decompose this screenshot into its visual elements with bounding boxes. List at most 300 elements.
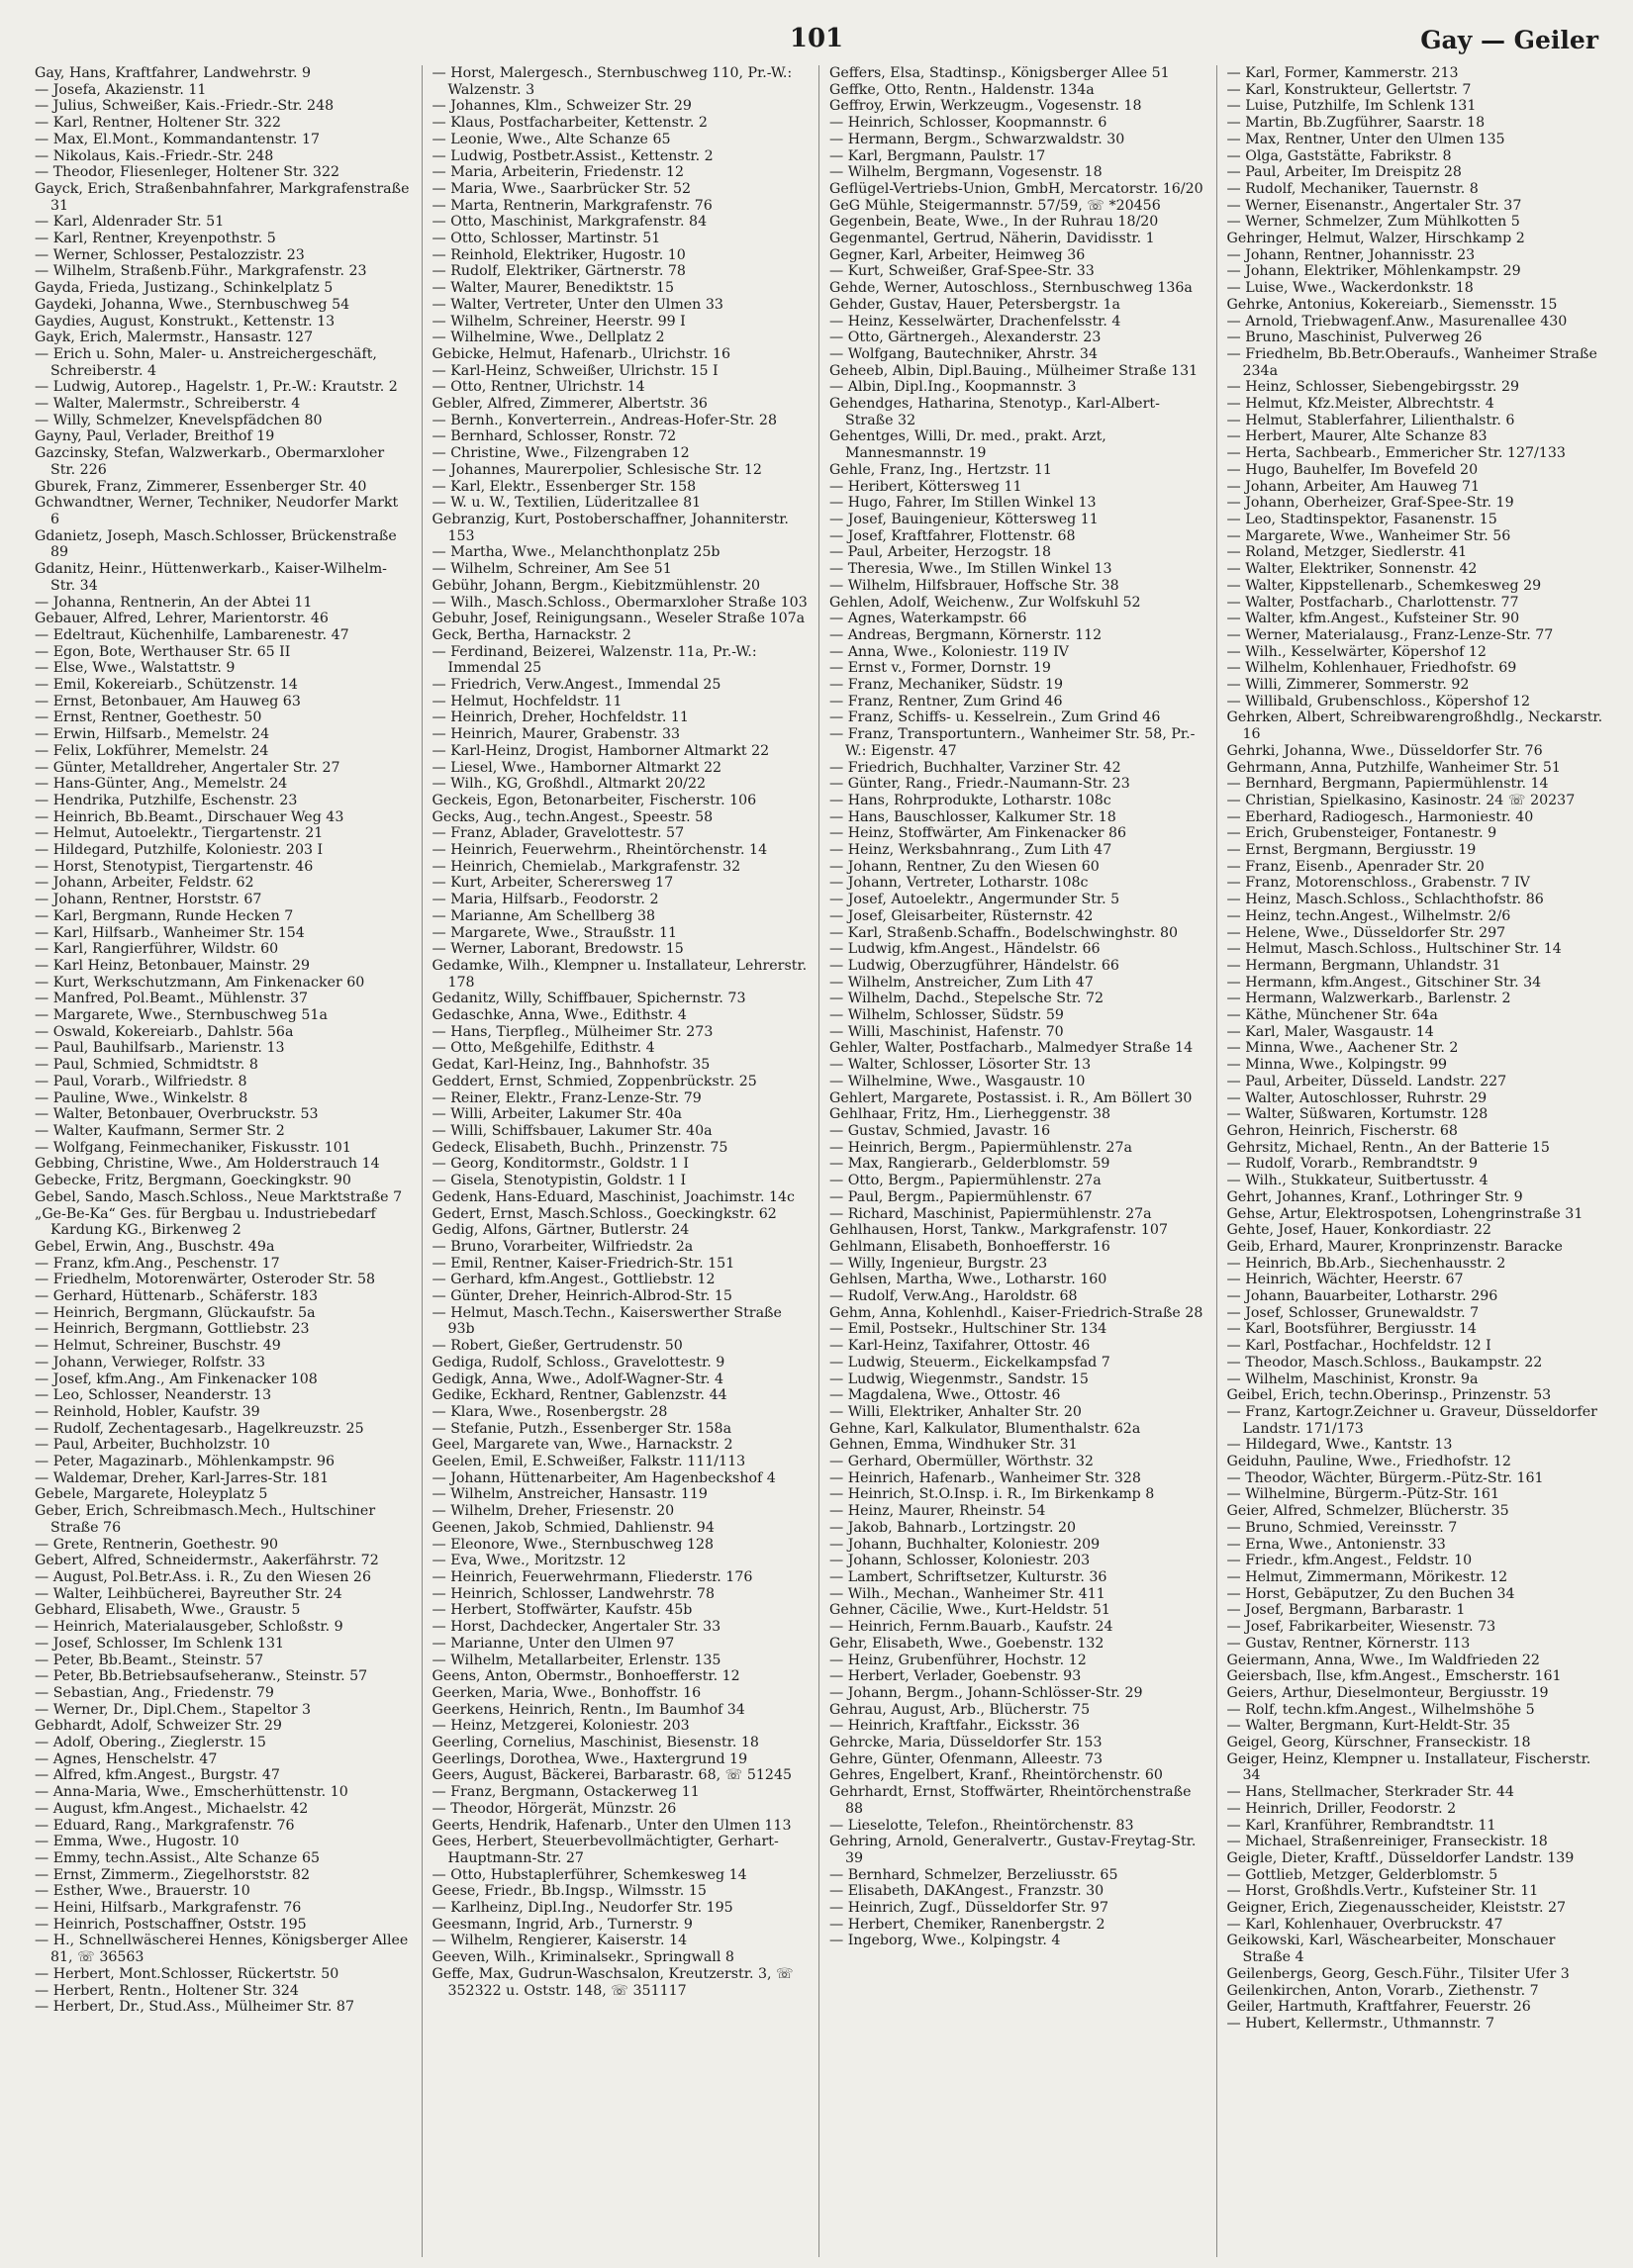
directory-entry: — Christian, Spielkasino, Kasinostr. 24 ☏ 20237: [1226, 792, 1576, 808]
directory-entry: Gehrcke, Maria, Düsseldorfer Str. 153: [829, 1735, 1103, 1751]
directory-entry: — Heinrich, Bergm., Papiermühlenstr. 27a: [829, 1139, 1132, 1156]
directory-entry: — Waldemar, Dreher, Karl-Jarres-Str. 181: [35, 1469, 330, 1486]
directory-entry: — Margarete, Wwe., Straußstr. 11: [432, 924, 678, 941]
directory-entry: Gebicke, Helmut, Hafenarb., Ulrichstr. 16: [432, 345, 731, 362]
directory-entry: Geier, Alfred, Schmelzer, Blücherstr. 35: [1226, 1503, 1509, 1520]
directory-entry: — Adolf, Obering., Zieglerstr. 15: [35, 1735, 266, 1751]
directory-entry: — Heinz, Metzgerei, Koloniestr. 203: [432, 1718, 690, 1735]
directory-entry: Geiler, Hartmuth, Kraftfahrer, Feuerstr. 26: [1226, 1999, 1531, 2016]
directory-entry: — Johann, Schlosser, Koloniestr. 203: [829, 1553, 1091, 1569]
directory-entry: Geigle, Dieter, Kraftf., Düsseldorfer Landstr. 139: [1226, 1849, 1575, 1866]
directory-entry: — Johann, Hüttenarbeiter, Am Hagenbeckshof 4: [432, 1469, 776, 1486]
directory-entry: — Erwin, Hilfsarb., Memelstr. 24: [35, 726, 270, 743]
directory-entry: — Hans, Rohrprodukte, Lotharstr. 108c: [829, 792, 1111, 808]
directory-entry: — Max, El.Mont., Kommandantenstr. 17: [35, 131, 320, 147]
directory-entry: Gehnen, Emma, Windhuker Str. 31: [829, 1437, 1078, 1454]
directory-entry: — Kurt, Werkschutzmann, Am Finkenacker 60: [35, 974, 365, 991]
directory-entry: — Wilh., Kesselwärter, Köpershof 12: [1226, 643, 1487, 660]
directory-entry: Gehle, Franz, Ing., Hertzstr. 11: [829, 461, 1052, 478]
directory-entry: Gehlmann, Elisabeth, Bonhoefferstr. 16: [829, 1238, 1110, 1255]
directory-entry: Gehlsen, Martha, Wwe., Lotharstr. 160: [829, 1272, 1107, 1288]
directory-entry: Geeven, Wilh., Kriminalsekr., Springwall 8: [432, 1949, 734, 1966]
directory-entry: — Walter, Süßwaren, Kortumstr. 128: [1226, 1106, 1489, 1123]
directory-entry: — Peter, Magazinarb., Möhlenkampstr. 96: [35, 1454, 336, 1470]
directory-entry: — Otto, Gärtnergeh., Alexanderstr. 23: [829, 330, 1102, 346]
directory-entry: — Wilhelm, Schreiner, Am See 51: [432, 561, 672, 578]
directory-entry: — August, kfm.Angest., Michaelstr. 42: [35, 1800, 309, 1817]
directory-entry: — Herbert, Rentn., Holtener Str. 324: [35, 1982, 299, 1999]
directory-entry: — Karl-Heinz, Drogist, Hamborner Altmarkt 22: [432, 742, 770, 759]
directory-entry: — Heinz, Maurer, Rheinstr. 54: [829, 1503, 1046, 1520]
directory-entry: Geesmann, Ingrid, Arb., Turnerstr. 9: [432, 1916, 693, 1933]
directory-entry: — Helmut, Schreiner, Buschstr. 49: [35, 1338, 281, 1355]
directory-entry: — Karl, Former, Kammerstr. 213: [1226, 65, 1459, 81]
directory-entry: — Maria, Arbeiterin, Friedenstr. 12: [432, 164, 685, 181]
directory-entry: — Emil, Kokereiarb., Schützenstr. 14: [35, 677, 298, 694]
directory-entry: — Paul, Bauhilfsarb., Marienstr. 13: [35, 1040, 285, 1057]
directory-entry: — Hermann, kfm.Angest., Gitschiner Str. 34: [1226, 974, 1542, 991]
directory-entry: — Wilhelm, Dreher, Friesenstr. 20: [432, 1503, 675, 1520]
directory-entry: Geib, Erhard, Maurer, Kronprinzenstr. Baracke: [1226, 1238, 1563, 1255]
directory-entry: — Heinrich, Chemielab., Markgrafenstr. 32: [432, 858, 741, 875]
directory-entry: — Josef, Autoelektr., Angermunder Str. 5: [829, 892, 1120, 908]
directory-entry: — Grete, Rentnerin, Goethestr. 90: [35, 1536, 279, 1553]
directory-entry: — Paul, Arbeiter, Im Dreispitz 28: [1226, 164, 1462, 181]
directory-entry: — Johann, Buchhalter, Koloniestr. 209: [829, 1536, 1101, 1553]
directory-entry: — Gerhard, kfm.Angest., Gottliebstr. 12: [432, 1272, 716, 1288]
directory-entry: — Willibald, Grubenschloss., Köpershof 12: [1226, 693, 1531, 709]
directory-entry: Geiers, Arthur, Dieselmonteur, Bergiusstr. 19: [1226, 1684, 1549, 1701]
directory-entry: Gebühr, Johann, Bergm., Kiebitzmühlenstr. 20: [432, 577, 761, 594]
directory-entry: — Theodor, Hörgerät, Münzstr. 26: [432, 1800, 677, 1817]
directory-entry: Gehringer, Helmut, Walzer, Hirschkamp 2: [1226, 231, 1525, 247]
directory-entry: — Marta, Rentnerin, Markgrafenstr. 76: [432, 197, 713, 214]
directory-entry: — Christine, Wwe., Filzengraben 12: [432, 445, 690, 462]
directory-entry: — Luise, Putzhilfe, Im Schlenk 131: [1226, 98, 1477, 115]
directory-entry: Geerken, Maria, Wwe., Bonhoffstr. 16: [432, 1684, 702, 1701]
directory-entry: — Karlheinz, Dipl.Ing., Neudorfer Str. 195: [432, 1900, 733, 1917]
directory-entry: — Maria, Wwe., Saarbrücker Str. 52: [432, 180, 691, 197]
directory-entry: — Walter, Postfacharb., Charlottenstr. 77: [1226, 594, 1519, 611]
directory-entry: — Hildegard, Wwe., Kantstr. 13: [1226, 1437, 1453, 1454]
directory-entry: — Theodor, Wächter, Bürgerm.-Pütz-Str. 161: [1226, 1469, 1544, 1486]
directory-entry: — Ingeborg, Wwe., Kolpingstr. 4: [829, 1933, 1061, 1949]
directory-entry: — Heinrich, St.O.Insp. i. R., Im Birkenkamp 8: [829, 1486, 1155, 1503]
directory-entry: Geerkens, Heinrich, Rentn., Im Baumhof 34: [432, 1701, 745, 1718]
directory-entry: — Walter, Leihbücherei, Bayreuther Str. 24: [35, 1585, 342, 1602]
directory-entry: Gburek, Franz, Zimmerer, Essenberger Str. 40: [35, 478, 367, 495]
directory-entry: Gedat, Karl-Heinz, Ing., Bahnhofstr. 35: [432, 1057, 711, 1074]
directory-entry: Gehse, Artur, Elektrospotsen, Lohengrinstraße 31: [1226, 1205, 1584, 1222]
directory-entry: Gay, Hans, Kraftfahrer, Landwehrstr. 9: [35, 65, 312, 81]
directory-entry: Geiermann, Anna, Wwe., Im Waldfrieden 22: [1226, 1652, 1540, 1668]
directory-entry: — Rudolf, Vorarb., Rembrandtstr. 9: [1226, 1156, 1479, 1173]
directory-entry: — Minna, Wwe., Kolpingstr. 99: [1226, 1057, 1448, 1074]
directory-entry: — Erich u. Sohn, Maler- u. Anstreichergeschäft, Schreiberstr. 4: [35, 345, 377, 379]
directory-entry: Gaydeki, Johanna, Wwe., Sternbuschweg 54: [35, 296, 350, 313]
directory-entry: Gedanitz, Willy, Schiffbauer, Spichernstr. 73: [432, 991, 746, 1007]
directory-entry: — Hermann, Bergmann, Uhlandstr. 31: [1226, 957, 1501, 974]
column-3: [818, 65, 1216, 2257]
directory-entry: Gehrmann, Anna, Putzhilfe, Wanheimer Str. 51: [1226, 759, 1561, 776]
directory-entry: — Karl Heinz, Betonbauer, Mainstr. 29: [35, 957, 310, 974]
directory-entry: — Hans-Günter, Ang., Memelstr. 24: [35, 776, 288, 793]
directory-entry: — Johann, Arbeiter, Am Hauweg 71: [1226, 478, 1481, 495]
directory-entry: — Paul, Vorarb., Wilfriedstr. 8: [35, 1073, 247, 1089]
directory-entry: — Michael, Straßenreiniger, Franseckistr. 18: [1226, 1834, 1548, 1850]
directory-entry: — Johann, Verwieger, Rolfstr. 33: [35, 1354, 266, 1370]
directory-entry: — Franz, Kartogr.Zeichner u. Graveur, Düsseldorfer Landstr. 171/173: [1226, 1403, 1597, 1437]
directory-entry: — Erich, Grubensteiger, Fontanestr. 9: [1226, 825, 1497, 842]
directory-entry: — Walter, Betonbauer, Overbruckstr. 53: [35, 1106, 319, 1123]
directory-entry: Gebbing, Christine, Wwe., Am Holderstrauch 14: [35, 1156, 380, 1173]
directory-entry: — Wolfgang, Bautechniker, Ahrstr. 34: [829, 345, 1098, 362]
directory-entry: Gehne, Karl, Kalkulator, Blumenthalstr. 62a: [829, 1420, 1141, 1437]
directory-entry: — Johann, Rentner, Johannisstr. 23: [1226, 246, 1476, 263]
directory-entry: GeG Mühle, Steigermannstr. 57/59, ☏ *20456: [829, 197, 1161, 214]
directory-entry: Gehder, Gustav, Hauer, Petersbergstr. 1a: [829, 296, 1120, 313]
directory-entry: — Herbert, Verlader, Goebenstr. 93: [829, 1668, 1082, 1685]
directory-entry: Gehler, Walter, Postfacharb., Malmedyer Straße 14: [829, 1040, 1194, 1057]
directory-entry: — Hans, Bauschlosser, Kalkumer Str. 18: [829, 808, 1116, 825]
directory-entry: Gebhardt, Adolf, Schweizer Str. 29: [35, 1718, 282, 1735]
directory-entry: — Helmut, Stablerfahrer, Lilienthalstr. 6: [1226, 412, 1515, 428]
directory-entry: — Luise, Wwe., Wackerdonkstr. 18: [1226, 280, 1474, 297]
directory-entry: — Martha, Wwe., Melanchthonplatz 25b: [432, 544, 720, 561]
directory-entry: — Wilhelmine, Bürgerm.-Pütz-Str. 161: [1226, 1486, 1499, 1503]
directory-entry: Gehrken, Albert, Schreibwarengroßhdlg., Neckarstr. 16: [1226, 709, 1603, 743]
directory-entry: — Wilh., Mechan., Wanheimer Str. 411: [829, 1585, 1105, 1602]
directory-entry: — Marianne, Am Schellberg 38: [432, 907, 656, 924]
directory-entry: Gedenk, Hans-Eduard, Maschinist, Joachimstr. 14c: [432, 1188, 795, 1205]
directory-entry: — Heinrich, Materialausgeber, Schloßstr. 9: [35, 1619, 343, 1636]
directory-entry: Gehrau, August, Arb., Blücherstr. 75: [829, 1701, 1091, 1718]
directory-entry: — Andreas, Bergmann, Körnerstr. 112: [829, 626, 1103, 643]
directory-entry: — Margarete, Wwe., Wanheimer Str. 56: [1226, 527, 1511, 544]
directory-entry: Geelen, Emil, E.Schweißer, Falkstr. 111/113: [432, 1454, 746, 1470]
directory-entry: Gchwandtner, Werner, Techniker, Neudorfer Markt 6: [35, 495, 399, 527]
directory-entry: Gdanietz, Joseph, Masch.Schlosser, Brückenstraße 89: [35, 527, 397, 561]
directory-entry: — Emma, Wwe., Hugostr. 10: [35, 1834, 240, 1850]
directory-entry: — Kurt, Arbeiter, Scherersweg 17: [432, 875, 674, 892]
directory-entry: — Willy, Schmelzer, Knevelspfädchen 80: [35, 412, 323, 428]
directory-entry: Gees, Herbert, Steuerbevollmächtigter, Gerhart-Hauptmann-Str. 27: [432, 1834, 779, 1866]
directory-entry: Gehring, Arnold, Generalvertr., Gustav-Freytag-Str. 39: [829, 1834, 1197, 1866]
directory-entry: — Felix, Lokführer, Memelstr. 24: [35, 742, 269, 759]
directory-entry: Gehde, Werner, Autoschloss., Sternbuschweg 136a: [829, 280, 1193, 297]
directory-entry: — Johann, Vertreter, Lotharstr. 108c: [829, 875, 1089, 892]
directory-entry: — Jakob, Bahnarb., Lortzingstr. 20: [829, 1519, 1077, 1536]
directory-entry: — Willi, Maschinist, Hafenstr. 70: [829, 1023, 1064, 1040]
directory-entry: — Eduard, Rang., Markgrafenstr. 76: [35, 1817, 295, 1834]
directory-entry: — Klaus, Postfacharbeiter, Kettenstr. 2: [432, 115, 708, 132]
directory-entry: — Horst, Dachdecker, Angertaler Str. 33: [432, 1619, 721, 1636]
directory-entry: — Heribert, Köttersweg 11: [829, 478, 1022, 495]
directory-entry: — Ludwig, Steuerm., Eickelkampsfad 7: [829, 1354, 1110, 1370]
directory-entry: Geiduhn, Pauline, Wwe., Friedhofstr. 12: [1226, 1454, 1511, 1470]
directory-entry: Geiersbach, Ilse, kfm.Angest., Emscherstr. 161: [1226, 1668, 1562, 1685]
directory-entry: Geenen, Jakob, Schmied, Dahlienstr. 94: [432, 1519, 715, 1536]
directory-entry: — Liesel, Wwe., Hamborner Altmarkt 22: [432, 759, 721, 776]
directory-entry: — Rolf, techn.kfm.Angest., Wilhelmshöhe 5: [1226, 1701, 1535, 1718]
directory-entry: — Karl, Bergmann, Paulstr. 17: [829, 147, 1046, 164]
directory-entry: — Franz, Transportuntern., Wanheimer Str. 58, Pr.-W.: Eigenstr. 47: [829, 726, 1196, 759]
directory-entry: Gecks, Aug., techn.Angest., Speestr. 58: [432, 808, 714, 825]
directory-entry: Gebel, Erwin, Ang., Buschstr. 49a: [35, 1238, 275, 1255]
directory-entry: — Karl, Rentner, Holtener Str. 322: [35, 115, 281, 132]
directory-entry: — Pauline, Wwe., Winkelstr. 8: [35, 1089, 248, 1106]
directory-entry: — Johann, Rentner, Horststr. 67: [35, 892, 262, 908]
directory-entry: — Hermann, Bergm., Schwarzwaldstr. 30: [829, 131, 1125, 147]
directory-entry: Gayk, Erich, Malermstr., Hansastr. 127: [35, 330, 314, 346]
directory-entry: Gehlen, Adolf, Weichenw., Zur Wolfskuhl 52: [829, 594, 1141, 611]
directory-entry: Gehrki, Johanna, Wwe., Düsseldorfer Str. 76: [1226, 742, 1543, 759]
directory-entry: — Willi, Schiffsbauer, Lakumer Str. 40a: [432, 1123, 713, 1139]
directory-entry: — Reinhold, Elektriker, Hugostr. 10: [432, 246, 686, 263]
directory-entry: Gayda, Frieda, Justizang., Schinkelplatz 5: [35, 280, 334, 297]
directory-entry: — Bernh., Konverterrein., Andreas-Hofer-Str. 28: [432, 412, 777, 428]
directory-entry: — Heinrich, Zugf., Düsseldorfer Str. 97: [829, 1900, 1108, 1917]
running-head: Gay — Geiler: [1420, 26, 1598, 54]
directory-entry: Gehlhaar, Fritz, Hm., Lierheggenstr. 38: [829, 1106, 1111, 1123]
directory-entry: — Ludwig, Wiegenmstr., Sandstr. 15: [829, 1370, 1089, 1387]
directory-entry: Gegenmantel, Gertrud, Näherin, Davidisstr. 1: [829, 231, 1155, 247]
directory-entry: Gedeck, Elisabeth, Buchh., Prinzenstr. 75: [432, 1139, 728, 1156]
directory-entry: Geilenbergs, Georg, Gesch.Führ., Tilsiter Ufer 3: [1226, 1965, 1570, 1982]
directory-entry: Geerts, Hendrik, Hafenarb., Unter den Ulmen 113: [432, 1817, 792, 1834]
directory-entry: — Käthe, Münchener Str. 64a: [1226, 1007, 1438, 1024]
directory-entry: Geel, Margarete van, Wwe., Harnackstr. 2: [432, 1437, 733, 1454]
directory-entry: — Karl, Postfachar., Hochfeldstr. 12 I: [1226, 1338, 1491, 1355]
directory-entry: Gehron, Heinrich, Fischerstr. 68: [1226, 1123, 1458, 1139]
directory-entry: — Werner, Laborant, Bredowstr. 15: [432, 941, 684, 958]
directory-entry: — W. u. W., Textilien, Lüderitzallee 81: [432, 495, 702, 512]
directory-entry: — Ludwig, Postbetr.Assist., Kettenstr. 2: [432, 147, 714, 164]
directory-entry: — Roland, Metzger, Siedlerstr. 41: [1226, 544, 1468, 561]
directory-entry: — Helmut, Kfz.Meister, Albrechtstr. 4: [1226, 396, 1494, 413]
directory-entry: — Helmut, Autoelektr., Tiergartenstr. 21: [35, 825, 324, 842]
directory-entry: Gehre, Günter, Ofenmann, Alleestr. 73: [829, 1750, 1104, 1767]
directory-entry: — Ernst v., Former, Dornstr. 19: [829, 660, 1051, 677]
directory-entry: — Johann, Elektriker, Möhlenkampstr. 29: [1226, 263, 1521, 280]
directory-entry: — Heinrich, Kraftfahr., Eicksstr. 36: [829, 1718, 1080, 1735]
directory-entry: Gedert, Ernst, Masch.Schloss., Goeckingkstr. 62: [432, 1205, 777, 1222]
directory-entry: Gdanitz, Heinr., Hüttenwerkarb., Kaiser-Wilhelm-Str. 34: [35, 561, 387, 594]
directory-entry: — Josef, Bauingenieur, Köttersweg 11: [829, 511, 1099, 527]
directory-entry: Gedig, Alfons, Gärtner, Butlerstr. 24: [432, 1222, 690, 1239]
directory-entry: Gehendges, Hatharina, Stenotyp., Karl-Albert-Straße 32: [829, 396, 1160, 428]
directory-entry: — Wilhelm, Bergmann, Vogesenstr. 18: [829, 164, 1103, 181]
directory-entry: Gehte, Josef, Hauer, Konkordiastr. 22: [1226, 1222, 1491, 1239]
directory-entry: — Franz, Motorenschloss., Grabenstr. 7 IV: [1226, 875, 1530, 892]
directory-entry: Geens, Anton, Obermstr., Bonhoefferstr. 12: [432, 1668, 740, 1685]
directory-entry: — Werner, Eisenanstr., Angertaler Str. 37: [1226, 197, 1522, 214]
directory-entry: Geiger, Heinz, Klempner u. Installateur, Fischerstr. 34: [1226, 1750, 1591, 1784]
directory-entry: Gebele, Margarete, Holeyplatz 5: [35, 1486, 268, 1503]
directory-entry: — Reinhold, Hobler, Kaufstr. 39: [35, 1403, 260, 1420]
directory-entry: — Paul, Schmied, Schmidtstr. 8: [35, 1057, 258, 1074]
directory-entry: Geck, Bertha, Harnackstr. 2: [432, 626, 631, 643]
directory-entry: Gebauer, Alfred, Lehrer, Marientorstr. 46: [35, 611, 329, 627]
directory-entry: — Richard, Maschinist, Papiermühlenstr. 27a: [829, 1205, 1152, 1222]
directory-entry: — Friedhelm, Motorenwärter, Osteroder Str. 58: [35, 1272, 376, 1288]
directory-entry: Gaydies, August, Konstrukt., Kettenstr. 13: [35, 313, 336, 330]
directory-entry: — Rudolf, Mechaniker, Tauernstr. 8: [1226, 180, 1479, 197]
directory-entry: Geerling, Cornelius, Maschinist, Biesenstr. 18: [432, 1735, 759, 1751]
directory-entry: — Josef, Fabrikarbeiter, Wiesenstr. 73: [1226, 1619, 1496, 1636]
directory-entry: — Wilhelm, Metallarbeiter, Erlenstr. 135: [432, 1652, 721, 1668]
directory-entry: — Bruno, Vorarbeiter, Wilfriedstr. 2a: [432, 1238, 694, 1255]
directory-entry: — Herbert, Chemiker, Ranenbergstr. 2: [829, 1916, 1105, 1933]
directory-entry: — Maria, Hilfsarb., Feodorstr. 2: [432, 892, 659, 908]
directory-entry: — H., Schnellwäscherei Hennes, Königsberger Allee 81, ☏ 36563: [35, 1933, 409, 1966]
directory-entry: Geheeb, Albin, Dipl.Bauing., Mülheimer Straße 131: [829, 362, 1199, 379]
directory-entry: Geckeis, Egon, Betonarbeiter, Fischerstr. 106: [432, 792, 757, 808]
directory-entry: — Karl, Konstrukteur, Gellertstr. 7: [1226, 81, 1472, 98]
directory-entry: — Johann, Oberheizer, Graf-Spee-Str. 19: [1226, 495, 1514, 512]
directory-entry: — Paul, Arbeiter, Buchholzstr. 10: [35, 1437, 270, 1454]
directory-entry: — Friedrich, Verw.Angest., Immendal 25: [432, 677, 721, 694]
directory-entry: — Wilhelmine, Wwe., Wasgaustr. 10: [829, 1073, 1086, 1089]
directory-entry: Gazcinsky, Stefan, Walzwerkarb., Obermarxloher Str. 226: [35, 445, 385, 478]
directory-entry: — Emil, Rentner, Kaiser-Friedrich-Str. 151: [432, 1255, 735, 1272]
directory-entry: Gehrhardt, Ernst, Stoffwärter, Rheintörchenstraße 88: [829, 1784, 1192, 1817]
directory-entry: — Heinrich, Hafenarb., Wanheimer Str. 328: [829, 1469, 1141, 1486]
directory-entry: — Theodor, Masch.Schloss., Baukampstr. 22: [1226, 1354, 1543, 1370]
directory-entry: — Wilhelm, Kohlenhauer, Friedhofstr. 69: [1226, 660, 1517, 677]
directory-entry: — Heinrich, Dreher, Hochfeldstr. 11: [432, 709, 689, 726]
directory-entry: — Horst, Malergesch., Sternbuschweg 110, Pr.-W.: Walzenstr. 3: [432, 65, 793, 98]
directory-entry: — Helmut, Zimmermann, Mörikestr. 12: [1226, 1568, 1508, 1585]
directory-entry: — Karl, Kohlenhauer, Overbruckstr. 47: [1226, 1916, 1503, 1933]
directory-entry: — Franz, kfm.Ang., Peschenstr. 17: [35, 1255, 280, 1272]
directory-entry: — Josef, Bergmann, Barbarastr. 1: [1226, 1602, 1466, 1619]
directory-entry: — Karl, Bergmann, Runde Hecken 7: [35, 907, 294, 924]
directory-entry: — Karl, Aldenrader Str. 51: [35, 214, 225, 231]
directory-entry: — Heinz, Schlosser, Siebengebirgsstr. 29: [1226, 379, 1520, 396]
directory-entry: — Karl, Rentner, Kreyenpothstr. 5: [35, 231, 276, 247]
directory-entry: — Paul, Arbeiter, Herzogstr. 18: [829, 544, 1052, 561]
directory-entry: — Heinrich, Bergmann, Glückaufstr. 5a: [35, 1304, 316, 1321]
directory-entry: — Klara, Wwe., Rosenbergstr. 28: [432, 1403, 668, 1420]
directory-entry: — Ludwig, kfm.Angest., Händelstr. 66: [829, 941, 1101, 958]
directory-entry: Gayny, Paul, Verlader, Breithof 19: [35, 428, 275, 445]
directory-entry: — Heinrich, Bergmann, Gottliebstr. 23: [35, 1321, 310, 1338]
directory-entry: — Ernst, Bergmann, Bergiusstr. 19: [1226, 842, 1477, 859]
directory-entry: — Heinrich, Maurer, Grabenstr. 33: [432, 726, 681, 743]
directory-entry: — Erna, Wwe., Antonienstr. 33: [1226, 1536, 1446, 1553]
directory-entry: — Leo, Stadtinspektor, Fasanenstr. 15: [1226, 511, 1497, 527]
directory-entry: — Hildegard, Putzhilfe, Koloniestr. 203 I: [35, 842, 324, 859]
directory-entry: — Otto, Bergm., Papiermühlenstr. 27a: [829, 1173, 1102, 1189]
directory-entry: — Georg, Konditormstr., Goldstr. 1 I: [432, 1156, 689, 1173]
column-4: [1216, 65, 1614, 2257]
directory-entry: — Karl, Hilfsarb., Wanheimer Str. 154: [35, 924, 305, 941]
directory-entry: — Friedrich, Buchhalter, Varziner Str. 42: [829, 759, 1121, 776]
directory-entry: — Heinz, Grubenführer, Hochstr. 12: [829, 1652, 1087, 1668]
directory-entry: — Rudolf, Verw.Ang., Haroldstr. 68: [829, 1288, 1078, 1305]
directory-entry: — Otto, Meßgehilfe, Edithstr. 4: [432, 1040, 655, 1057]
directory-entry: — Ernst, Rentner, Goethestr. 50: [35, 709, 262, 726]
directory-entry: — Emil, Postsekr., Hultschiner Str. 134: [829, 1321, 1107, 1338]
directory-entry: — Werner, Schmelzer, Zum Mühlkotten 5: [1226, 214, 1520, 231]
directory-entry: — Heinrich, Postschaffner, Oststr. 195: [35, 1916, 307, 1933]
directory-entry: — August, Pol.Betr.Ass. i. R., Zu den Wiesen 26: [35, 1568, 371, 1585]
directory-entry: — Walter, Schlosser, Lösorter Str. 13: [829, 1057, 1092, 1074]
directory-entry: Geigel, Georg, Kürschner, Franseckistr. 18: [1226, 1735, 1531, 1751]
directory-entry: Geikowski, Karl, Wäschearbeiter, Monschauer Straße 4: [1226, 1933, 1556, 1966]
directory-entry: — Oswald, Kokereiarb., Dahlstr. 56a: [35, 1023, 294, 1040]
directory-entry: — Herbert, Maurer, Alte Schanze 83: [1226, 428, 1488, 445]
directory-entry: Gebhard, Elisabeth, Wwe., Graustr. 5: [35, 1602, 301, 1619]
directory-entry: — Werner, Materialausg., Franz-Lenze-Str. 77: [1226, 626, 1554, 643]
directory-entry: — Theodor, Fliesenleger, Holtener Str. 322: [35, 164, 339, 181]
directory-entry: — Paul, Arbeiter, Düsseld. Landstr. 227: [1226, 1073, 1507, 1089]
directory-entry: — Josef, Gleisarbeiter, Rüsternstr. 42: [829, 907, 1094, 924]
directory-entry: Gedike, Eckhard, Rentner, Gablenzstr. 44: [432, 1387, 727, 1404]
directory-entry: — Hans, Tierpfleg., Mülheimer Str. 273: [432, 1023, 714, 1040]
directory-entry: — Heinrich, Feuerwehrmann, Fliederstr. 176: [432, 1568, 753, 1585]
directory-entry: — Kurt, Schweißer, Graf-Spee-Str. 33: [829, 263, 1095, 280]
directory-entry: — Margarete, Wwe., Sternbuschweg 51a: [35, 1007, 328, 1024]
directory-entry: — Arnold, Triebwagenf.Anw., Masurenallee 430: [1226, 313, 1568, 330]
directory-entry: — Wilhelm, Schlosser, Südstr. 59: [829, 1007, 1064, 1024]
directory-entry: Gebert, Alfred, Schneidermstr., Aakerfährstr. 72: [35, 1553, 379, 1569]
directory-entry: — Heinz, Stoffwärter, Am Finkenacker 86: [829, 825, 1127, 842]
directory-entry: — Helmut, Masch.Techn., Kaiserswerther Straße 93b: [432, 1304, 782, 1338]
directory-entry: — Wilh., Stukkateur, Suitbertusstr. 4: [1226, 1173, 1489, 1189]
directory-entry: — Josef, Schlosser, Grunewaldstr. 7: [1226, 1304, 1480, 1321]
directory-entry: — Heinz, techn.Angest., Wilhelmstr. 2/6: [1226, 907, 1511, 924]
directory-entry: — Anna-Maria, Wwe., Emscherhüttenstr. 10: [35, 1784, 348, 1801]
directory-entry: — Heinrich, Fernm.Bauarb., Kaufstr. 24: [829, 1619, 1113, 1636]
directory-entry: — Ferdinand, Beizerei, Walzenstr. 11a, Pr.-W.: Immendal 25: [432, 643, 757, 677]
directory-entry: — Nikolaus, Kais.-Friedr.-Str. 248: [35, 147, 274, 164]
directory-entry: Geigner, Erich, Ziegenausscheider, Kleiststr. 27: [1226, 1900, 1567, 1917]
directory-entry: Gediga, Rudolf, Schloss., Gravelottestr. 9: [432, 1354, 725, 1370]
directory-entry: — Wolfgang, Feinmechaniker, Fiskusstr. 101: [35, 1139, 351, 1156]
directory-entry: Geber, Erich, Schreibmasch.Mech., Hultschiner Straße 76: [35, 1503, 376, 1536]
directory-entry: — Helene, Wwe., Düsseldorfer Str. 297: [1226, 924, 1506, 941]
directory-entry: — Bernhard, Schmelzer, Berzeliusstr. 65: [829, 1866, 1118, 1883]
directory-columns: [35, 65, 1613, 2257]
directory-entry: — Herbert, Mont.Schlosser, Rückertstr. 50: [35, 1965, 339, 1982]
directory-entry: Gehr, Elisabeth, Wwe., Goebenstr. 132: [829, 1635, 1105, 1652]
directory-entry: — Karl-Heinz, Taxifahrer, Ottostr. 46: [829, 1338, 1091, 1355]
directory-entry: — Wilh., Masch.Schloss., Obermarxloher Straße 103: [432, 594, 808, 611]
directory-entry: — Johannes, Maurerpolier, Schlesische Str. 12: [432, 461, 762, 478]
directory-entry: — Heinrich, Wächter, Heerstr. 67: [1226, 1272, 1464, 1288]
directory-entry: — Walter, Bergmann, Kurt-Heldt-Str. 35: [1226, 1718, 1511, 1735]
directory-entry: — Ludwig, Oberzugführer, Händelstr. 66: [829, 957, 1119, 974]
directory-entry: — Gerhard, Hüttenarb., Schäferstr. 183: [35, 1288, 318, 1305]
directory-entry: — Else, Wwe., Walstattstr. 9: [35, 660, 236, 677]
directory-entry: — Gisela, Stenotypistin, Goldstr. 1 I: [432, 1173, 687, 1189]
directory-entry: — Paul, Bergm., Papiermühlenstr. 67: [829, 1188, 1093, 1205]
directory-entry: — Alfred, kfm.Angest., Burgstr. 47: [35, 1767, 280, 1784]
directory-entry: — Max, Rangierarb., Gelderblomstr. 59: [829, 1156, 1110, 1173]
directory-entry: — Hans, Stellmacher, Sterkrader Str. 44: [1226, 1784, 1514, 1801]
directory-entry: — Horst, Gebäputzer, Zu den Buchen 34: [1226, 1585, 1515, 1602]
directory-entry: — Franz, Mechaniker, Südstr. 19: [829, 677, 1064, 694]
directory-entry: — Josef, Schlosser, Im Schlenk 131: [35, 1635, 285, 1652]
directory-entry: — Werner, Dr., Dipl.Chem., Stapeltor 3: [35, 1701, 312, 1718]
directory-entry: — Franz, Ablader, Gravelottestr. 57: [432, 825, 685, 842]
directory-entry: — Herbert, Dr., Stud.Ass., Mülheimer Str. 87: [35, 1999, 354, 2016]
directory-entry: — Willi, Elektriker, Anhalter Str. 20: [829, 1403, 1082, 1420]
directory-entry: — Peter, Bb.Betriebsaufseheranw., Steinstr. 57: [35, 1668, 368, 1685]
directory-entry: — Karl, Kranführer, Rembrandtstr. 11: [1226, 1817, 1496, 1834]
